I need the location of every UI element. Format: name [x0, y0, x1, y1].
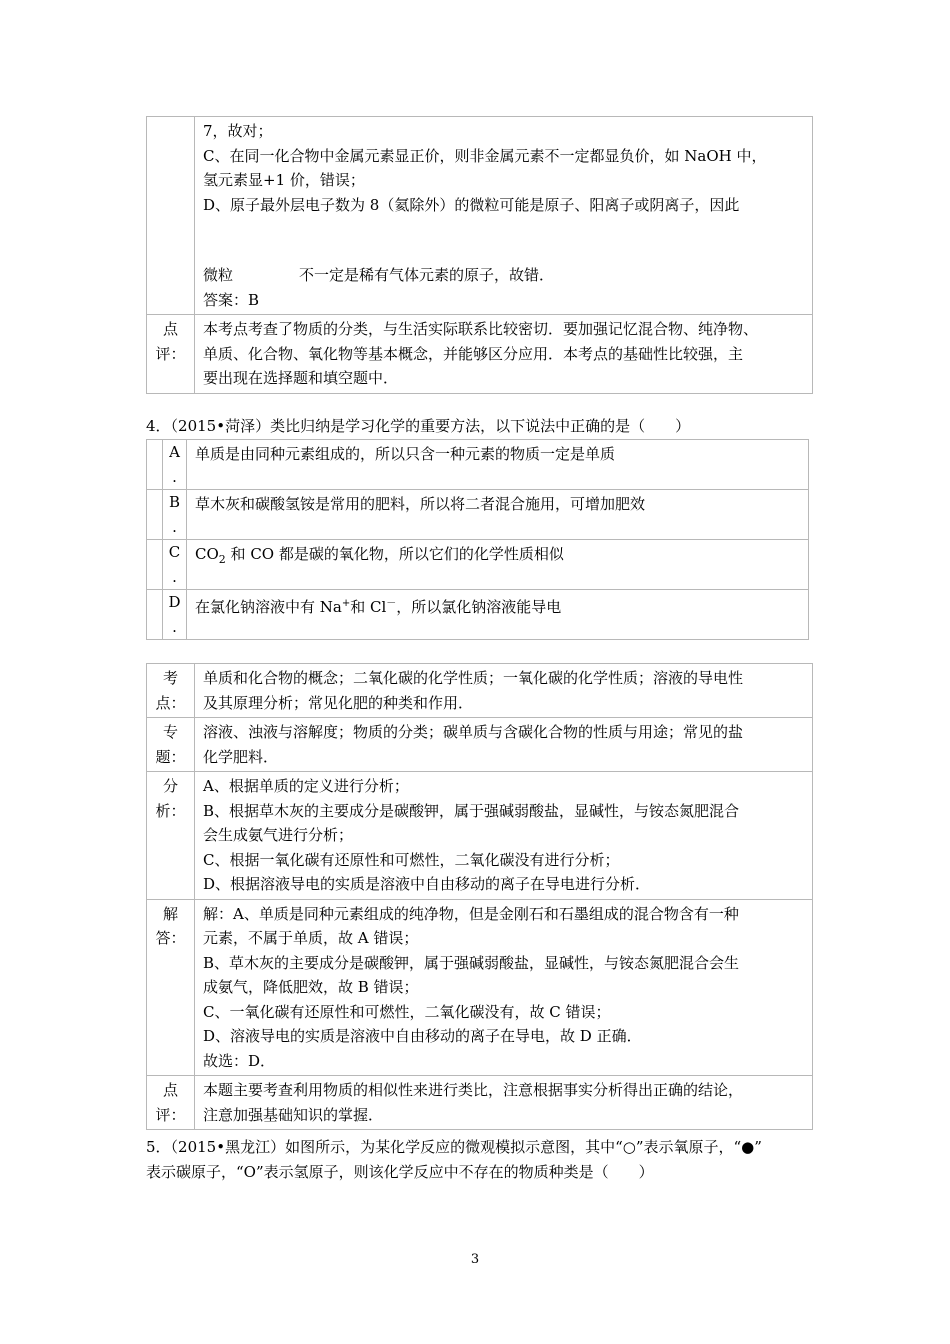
- q4-stem: 4．（2015•菏泽）类比归纳是学习化学的重要方法，以下说法中正确的是（ ）: [146, 417, 691, 435]
- option-d-letter: D .: [163, 590, 187, 640]
- gap-line-right: 不一定是稀有气体元素的原子，故错．: [299, 266, 555, 284]
- q3-comment-label: [147, 315, 195, 394]
- zhuanti-label: 专 题：: [147, 718, 195, 772]
- option-b-text: 草木灰和碳酸氢铵是常用的肥料，所以将二者混合施用，可增加肥效: [187, 490, 809, 540]
- option-c-text: $CO_2$ 和 CO 都是碳的氧化物，所以它们的化学性质相似: [187, 540, 809, 590]
- option-d-text: 在氯化钠溶液中有 Na+和 Cl－，所以氯化钠溶液能导电: [187, 590, 809, 640]
- q4-options-table: [146, 439, 809, 640]
- text-line: [203, 263, 806, 288]
- text-line: 要出现在选择题和填空题中．: [203, 369, 399, 387]
- text-line: C、在同一化合物中金属元素显正价，则非金属元素不一定都显负价，如 NaOH 中，: [203, 146, 767, 165]
- option-a-text: 单质是由同种元素组成的，所以只含一种元素的物质一定是单质: [187, 440, 809, 490]
- fenxi-label: 分 析：: [147, 772, 195, 900]
- zhuanti-content: 溶液、浊液与溶解度；物质的分类；碳单质与含碳化合物的性质与用途；常见的盐 化学肥料．: [195, 718, 813, 772]
- dianping-label: 点 评：: [147, 1076, 195, 1130]
- blank-gap: [203, 217, 806, 263]
- jieda-label: 解 答：: [147, 899, 195, 1076]
- kaodian-content: 单质和化合物的概念；二氧化碳的化学性质；一氧化碳的化学性质；溶液的导电性 及其原理分析；常见化肥的种类和作用．: [195, 664, 813, 718]
- option-c-letter: C .: [163, 540, 187, 590]
- fenxi-content: A、根据单质的定义进行分析； B、根据草木灰的主要成分是碳酸钾，属于强碱弱酸盐，显碱性，与铵态氮肥混合 会生成氨气进行分析； C、根据一氧化碳有还原性和可燃性，二氧化碳没有进行分析； D、根据溶液导电的实质是溶液中自由移动的离子在导电进行分析．: [195, 772, 813, 900]
- text-line: D、原子最外层电子数为 8（氦除外）的微粒可能是原子、阳离子或阴离子，因此: [203, 195, 740, 214]
- q3-comment-content: [195, 315, 813, 394]
- option-b-letter: B .: [163, 490, 187, 540]
- q5-line-2: 表示碳原子，“O”表示氢原子，则该化学反应中不存在的物质种类是（ ）: [146, 1163, 654, 1181]
- q3-answer-content: [195, 117, 813, 315]
- q4-analysis-table: [146, 663, 813, 1130]
- q3-answer-label-cell: [147, 117, 195, 315]
- option-a-letter: A .: [163, 440, 187, 490]
- page-number: 3: [470, 1252, 480, 1267]
- answer-line: 答案：B: [203, 290, 260, 309]
- q5-line-1: 5．（2015•黑龙江）如图所示，为某化学反应的微观模拟示意图，其中“○”表示氧原子，“●”: [146, 1138, 762, 1156]
- text-line: 7，故对；: [203, 122, 273, 140]
- q3-analysis-table: [146, 116, 813, 394]
- dianping-content: 本题主要考查利用物质的相似性来进行类比，注意根据事实分析得出正确的结论， 注意加强基础知识的掌握．: [195, 1076, 813, 1130]
- text-line: 本考点考查了物质的分类，与生活实际联系比较密切．要加强记忆混合物、纯净物、: [203, 320, 759, 338]
- label-char: 点: [162, 320, 178, 338]
- text-line: 单质、化合物、氧化物等基本概念，并能够区分应用．本考点的基础性比较强，主: [203, 344, 744, 363]
- kaodian-label: 考 点：: [147, 664, 195, 718]
- jieda-content: 解：A、单质是同种元素组成的纯净物，但是金刚石和石墨组成的混合物含有一种 元素，不属于单质，故 A 错误； B、草木灰的主要成分是碳酸钾，属于强碱弱酸盐，显碱性，与铵态氮肥混合会生 成氨气，降低肥效，故 B 错误； C、一氧化碳有还原性和可燃性，二氧化碳没有，故 C 错误； D、溶液导电的实质是溶液中自由移动的离子在导电，故 D 正确． 故选：D．: [195, 899, 813, 1076]
- label-char: 评：: [155, 344, 186, 363]
- gap-line-left: 微粒: [203, 266, 234, 284]
- text-line: 氢元素显+1 价，错误；: [203, 171, 365, 189]
